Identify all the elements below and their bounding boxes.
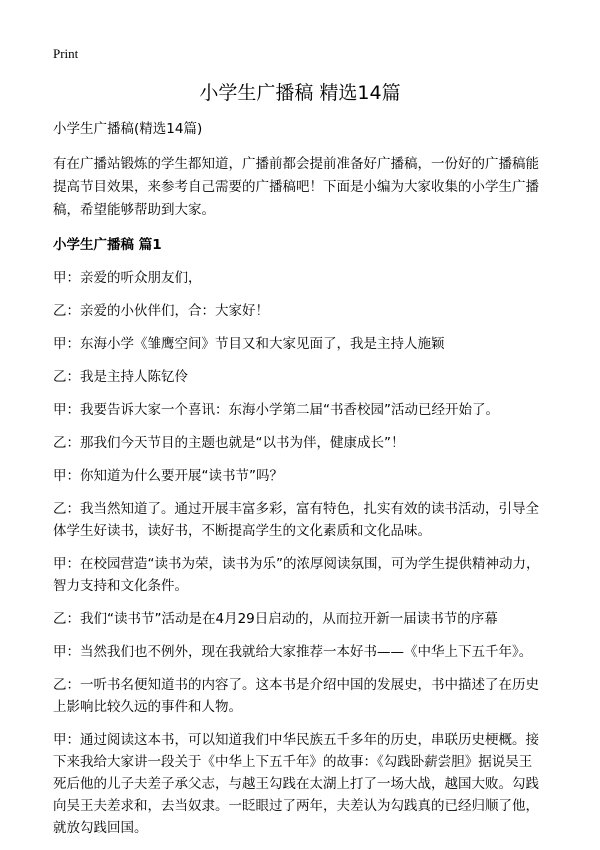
dialogue-line: 甲：通过阅读这本书，可以知道我们中华民族五千多年的历史，串联历史梗概。接下来我给大家讲一段关于《中华上下五千年》的故事：《勾践卧薪尝胆》据说吴王死后他的儿子夫差子承父志，与越王勾践在太湖上打了一场大战，越国大败。勾践向吴王夫差求和，去当奴隶。一眨眼过了两年，夫差认为勾践真的已经归顺了他，就放勾践回国。 bbox=[53, 732, 539, 836]
article-subtitle: 小学生广播稿(精选14篇) bbox=[53, 121, 203, 137]
dialogue-line: 甲：东海小学《雏鹰空间》节目又和大家见面了，我是主持人施颖 bbox=[53, 336, 445, 352]
dialogue-line: 乙：一听书名便知道书的内容了。这本书是介绍中国的发展史，书中描述了在历史上影响比较久远的事件和人物。 bbox=[53, 677, 539, 715]
dialogue-line: 甲：我要告诉大家一个喜讯：东海小学第二届“书香校园”活动已经开始了。 bbox=[53, 402, 499, 418]
dialogue-line: 甲：你知道为什么要开展“读书节”吗？ bbox=[53, 468, 283, 484]
intro-paragraph: 有在广播站锻炼的学生都知道，广播前都会提前准备好广播稿，一份好的广播稿能提高节目效果，来参考自己需要的广播稿吧！下面是小编为大家收集的小学生广播稿，希望能够帮助到大家。 bbox=[53, 156, 539, 218]
dialogue-line: 乙：我是主持人陈钇伶 bbox=[53, 369, 188, 385]
section-heading: 小学生广播稿 篇1 bbox=[53, 237, 162, 253]
dialogue-line: 乙：我当然知道了。通过开展丰富多彩，富有特色，扎实有效的读书活动，引导全体学生好读书，读好书，不断提高学生的文化素质和文化品味。 bbox=[53, 501, 539, 539]
page-title: 小学生广播稿 精选14篇 bbox=[199, 82, 401, 104]
dialogue-line: 乙：那我们今天节目的主题也就是“以书为伴，健康成长”！ bbox=[53, 435, 405, 451]
dialogue-line: 乙：我们“读书节”活动是在4月29日启动的，从而拉开新一届读书节的序幕 bbox=[53, 611, 498, 627]
dialogue-line: 甲：当然我们也不例外，现在我就给大家推荐一本好书——《中华上下五千年》。 bbox=[53, 644, 533, 660]
print-label[interactable]: Print bbox=[53, 46, 79, 61]
article-body bbox=[53, 120, 545, 850]
dialogue-line: 乙：亲爱的小伙伴们，合：大家好！ bbox=[53, 303, 269, 319]
dialogue-line: 甲：在校园营造“读书为荣，读书为乐”的浓厚阅读氛围，可为学生提供精神动力，智力支持和文化条件。 bbox=[53, 556, 540, 594]
dialogue-line: 甲：亲爱的听众朋友们， bbox=[53, 270, 202, 286]
